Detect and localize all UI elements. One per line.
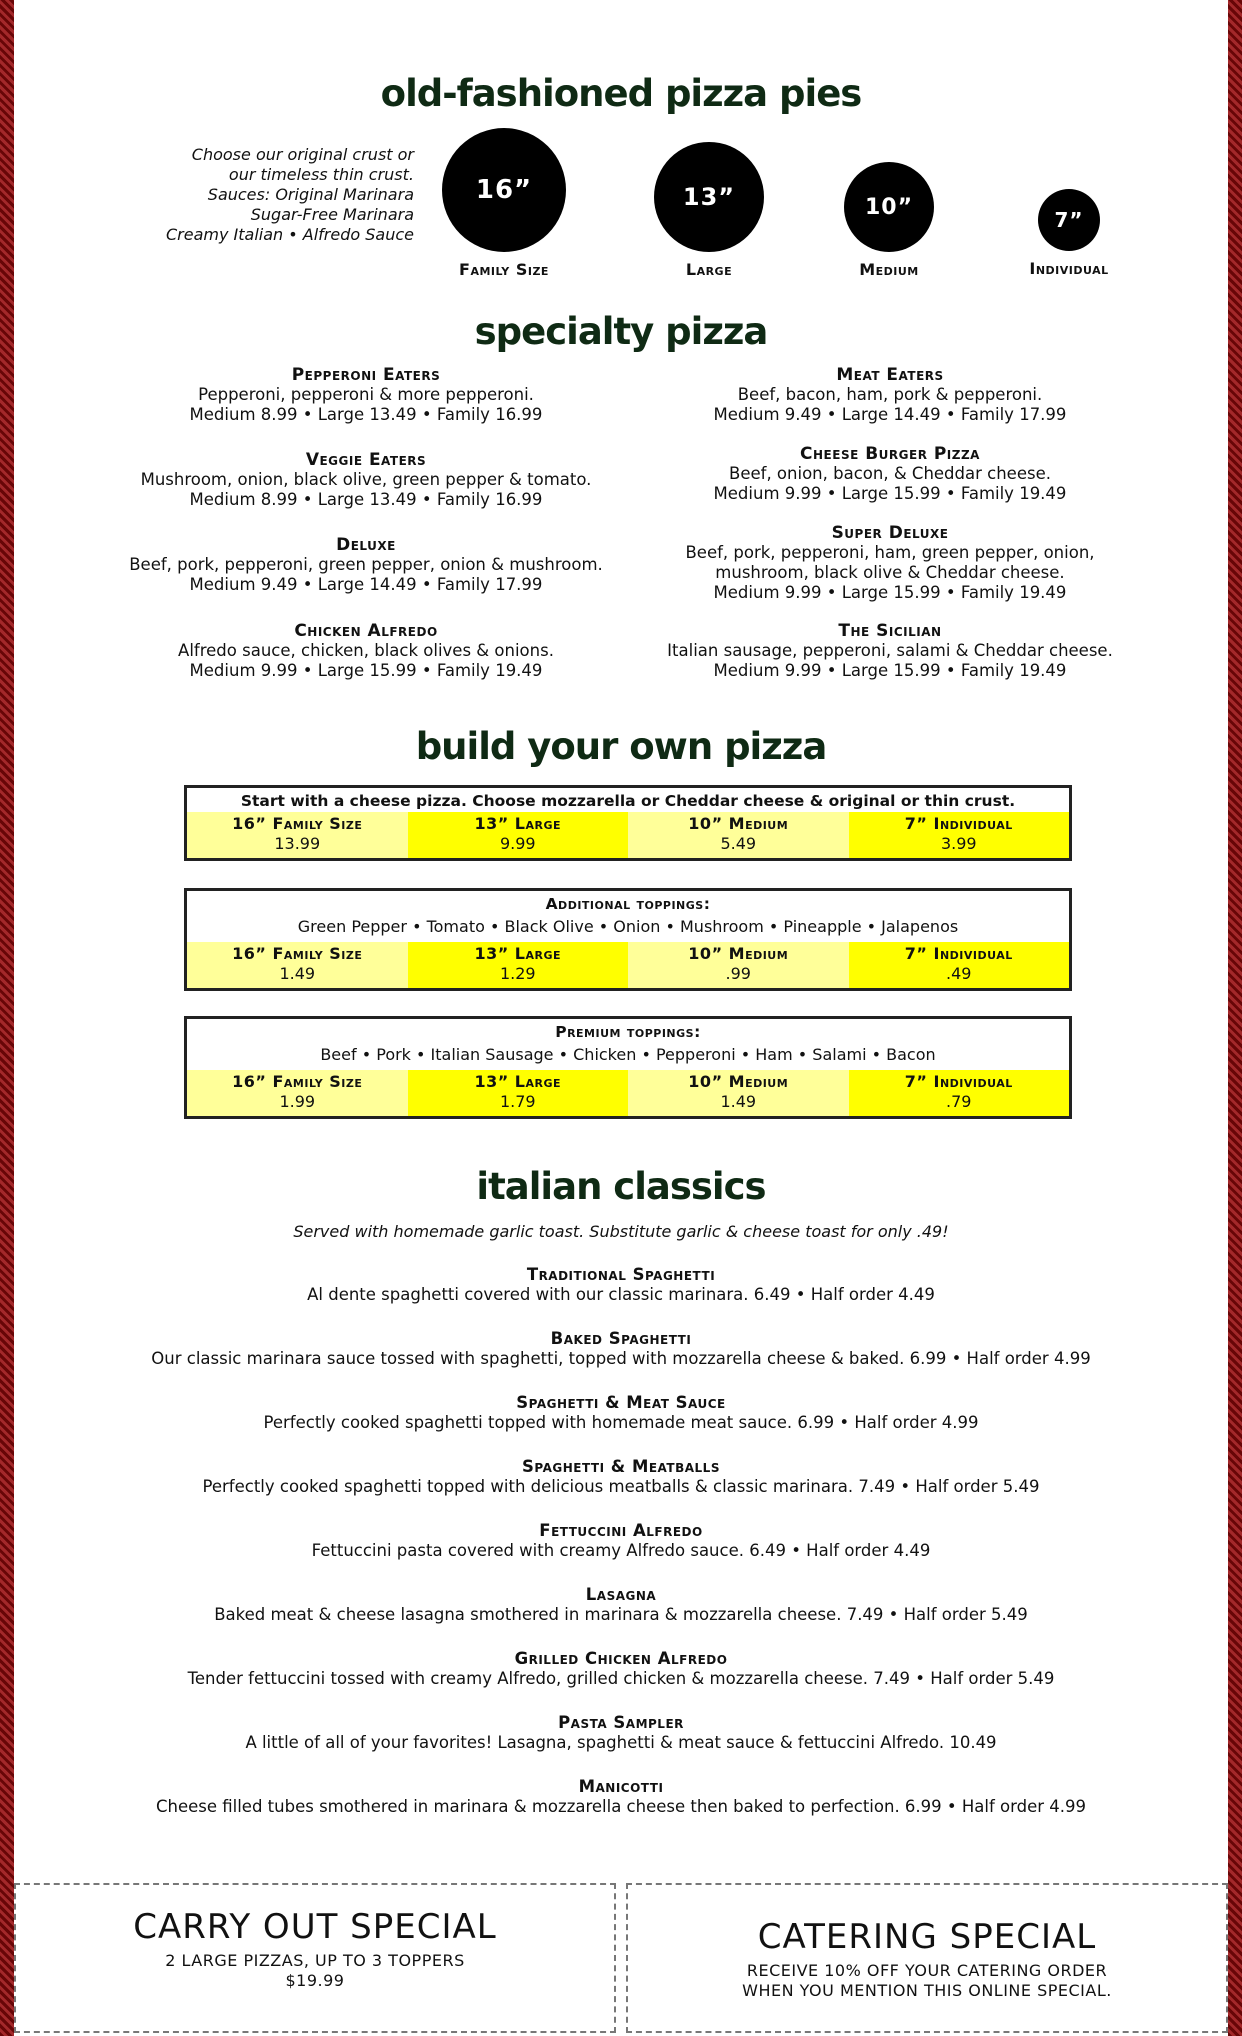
specialty-item [610, 621, 1170, 681]
item-desc: Cheese filled tubes smothered in marinara & mozzarella cheese then baked to perfection. 6.99 • Half order 4.99 [155, 1797, 1087, 1816]
size-label: 16” Family Size [232, 944, 363, 963]
item-name: Lasagna [585, 1585, 657, 1604]
price-cell [187, 1070, 408, 1116]
size-label: 7” Individual [904, 1072, 1013, 1091]
item-name: Spaghetti & Meat Sauce [516, 1393, 726, 1412]
pie-label: Family Size [459, 260, 549, 279]
item-name: Pepperoni Eaters [291, 365, 441, 385]
specialty-item [86, 365, 646, 425]
price: .99 [725, 964, 751, 983]
price-cell [187, 942, 408, 988]
item-desc: Alfredo sauce, chicken, black olives & onions. [178, 641, 554, 660]
item-name: Super Deluxe [831, 523, 949, 543]
specialty-item [86, 535, 646, 595]
size-label: 13” Large [474, 814, 562, 833]
item-desc: Fettuccini pasta covered with creamy Alfredo sauce. 6.49 • Half order 4.49 [311, 1541, 931, 1560]
size-label: 10” Medium [688, 944, 789, 963]
item-name: Cheese Burger Pizza [800, 444, 980, 464]
menu-page [14, 0, 1228, 2036]
premium-toppings-box [184, 1016, 1072, 1119]
price-cell [408, 1070, 629, 1116]
item-desc: Our classic marinara sauce tossed with spaghetti, topped with mozzarella cheese & baked. 6.99 • Half order 4.99 [151, 1349, 1091, 1368]
item-desc: Italian sausage, pepperoni, salami & Cheddar cheese. [667, 641, 1113, 660]
item-desc: Al dente spaghetti covered with our classic marinara. 6.49 • Half order 4.49 [307, 1285, 935, 1304]
price-cell [849, 812, 1070, 858]
price: 9.99 [499, 834, 536, 853]
special-line: WHEN YOU MENTION THIS ONLINE SPECIAL. [742, 1981, 1112, 2000]
item-name: The Sicilian [838, 621, 942, 641]
item-desc: Beef, onion, bacon, & Cheddar cheese. [729, 464, 1051, 483]
price: 13.99 [274, 834, 321, 853]
italian-item [14, 1777, 1228, 1817]
pie-individual [999, 189, 1139, 278]
specialty-title: specialty pizza [474, 310, 768, 353]
italian-item [14, 1457, 1228, 1497]
size-label: 16” Family Size [232, 1072, 363, 1091]
price-row [187, 812, 1069, 858]
pies-description [134, 145, 414, 245]
item-prices: Medium 9.99 • Large 15.99 • Family 19.49 [713, 661, 1067, 680]
italian-item [14, 1585, 1228, 1625]
price-row [187, 1070, 1069, 1116]
item-desc: Beef, bacon, ham, pork & pepperoni. [737, 385, 1043, 404]
specialty-item [86, 450, 646, 510]
price: .49 [946, 964, 972, 983]
pie-medium [814, 162, 964, 279]
base-price-box [184, 785, 1072, 861]
size-label: 13” Large [474, 1072, 562, 1091]
item-name: Traditional Spaghetti [526, 1265, 716, 1284]
item-name: Fettuccini Alfredo [539, 1521, 703, 1540]
price-cell [408, 942, 629, 988]
specialty-item [610, 523, 1170, 603]
price-cell [408, 812, 629, 858]
item-prices: Medium 9.99 • Large 15.99 • Family 19.49 [713, 484, 1067, 503]
pie-label: Individual [1029, 259, 1109, 278]
item-prices: Medium 8.99 • Large 13.49 • Family 16.99 [189, 490, 543, 509]
special-line: RECEIVE 10% OFF YOUR CATERING ORDER [746, 1961, 1108, 1980]
pie-large [624, 142, 794, 279]
size-label: 13” Large [474, 944, 562, 963]
size-label: 10” Medium [688, 814, 789, 833]
price: 3.99 [940, 834, 977, 853]
item-name: Deluxe [336, 535, 396, 555]
price: 1.99 [279, 1092, 316, 1111]
size-label: 7” Individual [904, 814, 1013, 833]
item-name: Chicken Alfredo [294, 621, 438, 641]
price: .79 [946, 1092, 972, 1111]
item-name: Meat Eaters [836, 365, 944, 385]
item-name: Pasta Sampler [558, 1713, 684, 1732]
price-cell [849, 942, 1070, 988]
price: 1.29 [499, 964, 536, 983]
item-prices: Medium 9.99 • Large 15.99 • Family 19.49 [713, 583, 1067, 602]
item-desc: Perfectly cooked spaghetti topped with delicious meatballs & classic marinara. 7.49 • Half order 5.49 [202, 1477, 1040, 1496]
italian-item [14, 1649, 1228, 1689]
special-title: CARRY OUT SPECIAL [133, 1907, 497, 1947]
pies-title: old-fashioned pizza pies [380, 72, 862, 115]
item-desc: Beef, pork, pepperoni, ham, green pepper, onion, [685, 543, 1095, 562]
specialty-item [610, 365, 1170, 425]
pie-label: Large [685, 260, 733, 279]
left-border [0, 0, 14, 2036]
item-name: Manicotti [578, 1777, 664, 1796]
item-desc: A little of all of your favorites! Lasagna, spaghetti & meat sauce & fettuccini Alfredo. 10.49 [245, 1733, 997, 1752]
item-prices: Medium 8.99 • Large 13.49 • Family 16.99 [189, 405, 543, 424]
box-heading: Start with a cheese pizza. Choose mozzarella or Cheddar cheese & original or thin crust. [240, 792, 1016, 810]
desc-line: Choose our original crust or [191, 145, 414, 164]
price-cell [628, 1070, 849, 1116]
price: 1.49 [720, 1092, 757, 1111]
pie-label: Medium [859, 260, 919, 279]
specialty-item [610, 444, 1170, 504]
item-desc-2: mushroom, black olive & Cheddar cheese. [715, 563, 1065, 582]
italian-title: italian classics [476, 1165, 766, 1208]
item-prices: Medium 9.49 • Large 14.49 • Family 17.99 [713, 405, 1067, 424]
box-heading: Premium toppings: [555, 1023, 701, 1041]
pie-circle: 16” [442, 128, 566, 252]
toppings-list: Beef • Pork • Italian Sausage • Chicken • Pepperoni • Ham • Salami • Bacon [320, 1045, 936, 1064]
pie-circle: 10” [844, 162, 934, 252]
item-desc: Baked meat & cheese lasagna smothered in marinara & mozzarella cheese. 7.49 • Half order 5.49 [214, 1605, 1028, 1624]
desc-line: Creamy Italian • Alfredo Sauce [166, 225, 414, 244]
price-row [187, 942, 1069, 988]
item-desc: Beef, pork, pepperoni, green pepper, onion & mushroom. [129, 555, 603, 574]
item-name: Baked Spaghetti [550, 1329, 692, 1348]
size-label: 16” Family Size [232, 814, 363, 833]
italian-subtitle: Served with homemade garlic toast. Substitute garlic & cheese toast for only .49! [293, 1222, 949, 1241]
build-title: build your own pizza [415, 725, 827, 768]
additional-toppings-box [184, 888, 1072, 991]
box-heading: Additional toppings: [545, 895, 711, 913]
special-line: 2 LARGE PIZZAS, UP TO 3 TOPPERS [165, 1951, 465, 1970]
size-label: 10” Medium [688, 1072, 789, 1091]
item-name: Spaghetti & Meatballs [522, 1457, 720, 1476]
size-label: 7” Individual [904, 944, 1013, 963]
price: 5.49 [720, 834, 757, 853]
pie-circle: 13” [654, 142, 764, 252]
carry-out-special [14, 1883, 616, 2033]
desc-line: Sugar-Free Marinara [250, 205, 414, 224]
pie-family [419, 128, 589, 279]
desc-line: Sauces: Original Marinara [207, 185, 414, 204]
price-cell [187, 812, 408, 858]
right-border [1228, 0, 1242, 2036]
item-prices: Medium 9.99 • Large 15.99 • Family 19.49 [189, 661, 543, 680]
italian-item [14, 1713, 1228, 1753]
toppings-list: Green Pepper • Tomato • Black Olive • Onion • Mushroom • Pineapple • Jalapenos [297, 917, 959, 936]
specialty-item [86, 621, 646, 681]
italian-item [14, 1265, 1228, 1305]
item-name: Veggie Eaters [305, 450, 427, 470]
item-desc: Tender fettuccini tossed with creamy Alfredo, grilled chicken & mozzarella cheese. 7.49 • Half order 5.49 [187, 1669, 1055, 1688]
special-title: CATERING SPECIAL [757, 1917, 1097, 1957]
italian-item [14, 1329, 1228, 1369]
desc-line: our timeless thin crust. [228, 165, 414, 184]
price: 1.79 [499, 1092, 536, 1111]
item-prices: Medium 9.49 • Large 14.49 • Family 17.99 [189, 575, 543, 594]
price-cell [628, 812, 849, 858]
italian-item [14, 1521, 1228, 1561]
catering-special [626, 1883, 1228, 2033]
item-desc: Mushroom, onion, black olive, green pepper & tomato. [140, 470, 592, 489]
pie-circle: 7” [1038, 189, 1100, 251]
special-line: $19.99 [285, 1971, 345, 1990]
price: 1.49 [279, 964, 316, 983]
item-desc: Perfectly cooked spaghetti topped with homemade meat sauce. 6.99 • Half order 4.99 [263, 1413, 979, 1432]
price-cell [849, 1070, 1070, 1116]
price-cell [628, 942, 849, 988]
item-name: Grilled Chicken Alfredo [514, 1649, 728, 1668]
item-desc: Pepperoni, pepperoni & more pepperoni. [198, 385, 534, 404]
italian-item [14, 1393, 1228, 1433]
